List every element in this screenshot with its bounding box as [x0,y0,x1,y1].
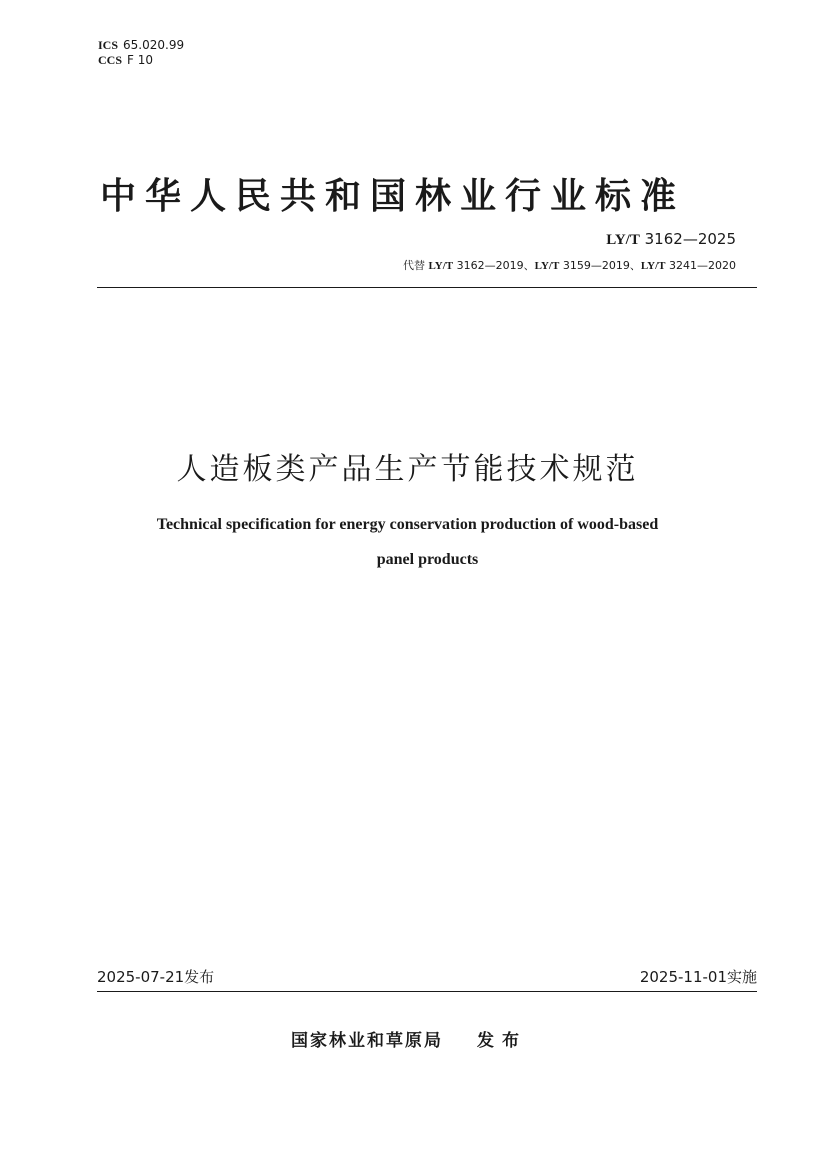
document-title-en-line2: panel products [376,551,479,568]
issue-date: 2025-07-21发布 [97,968,215,986]
divider-top [97,287,757,288]
replaced-prefix-1: LY/T [428,260,454,272]
replaces-separator-2: 、 [629,259,641,272]
standard-number [606,230,736,249]
replaced-number-3: 3241—2020 [669,259,736,272]
replaces-label: 代替 [402,259,425,272]
ccs-line [98,53,184,68]
implementation-date: 2025-11-01实施 [639,968,757,986]
replaces-separator-1: 、 [523,259,535,272]
replaced-prefix-3: LY/T [640,260,666,272]
standard-prefix: LY/T [606,232,640,248]
replaced-prefix-2: LY/T [534,260,560,272]
ccs-value: F 10 [127,53,154,67]
replaced-number-2: 3159—2019 [562,259,630,272]
publisher-name: 国家林业和草原局 [291,1031,443,1051]
ics-value: 65.020.99 [123,38,185,52]
replaced-number-1: 3162—2019 [456,259,524,272]
document-title-en-line1: Technical specification for energy conservation production of wood-based [156,516,659,533]
publisher-line [291,1026,527,1051]
standard-code: 3162—2025 [644,230,736,248]
issued-label: 发布 [477,1031,527,1051]
ics-line [98,38,184,53]
org-title: 中华人民共和国林业行业标准 [100,176,686,217]
ics-label: ICS [98,38,119,52]
classification-codes [98,38,184,68]
replaces-line [403,257,736,273]
ccs-label: CCS [98,53,123,67]
divider-bottom [97,991,757,992]
document-title-cn: 人造板类产品生产节能技术规范 [176,452,639,487]
